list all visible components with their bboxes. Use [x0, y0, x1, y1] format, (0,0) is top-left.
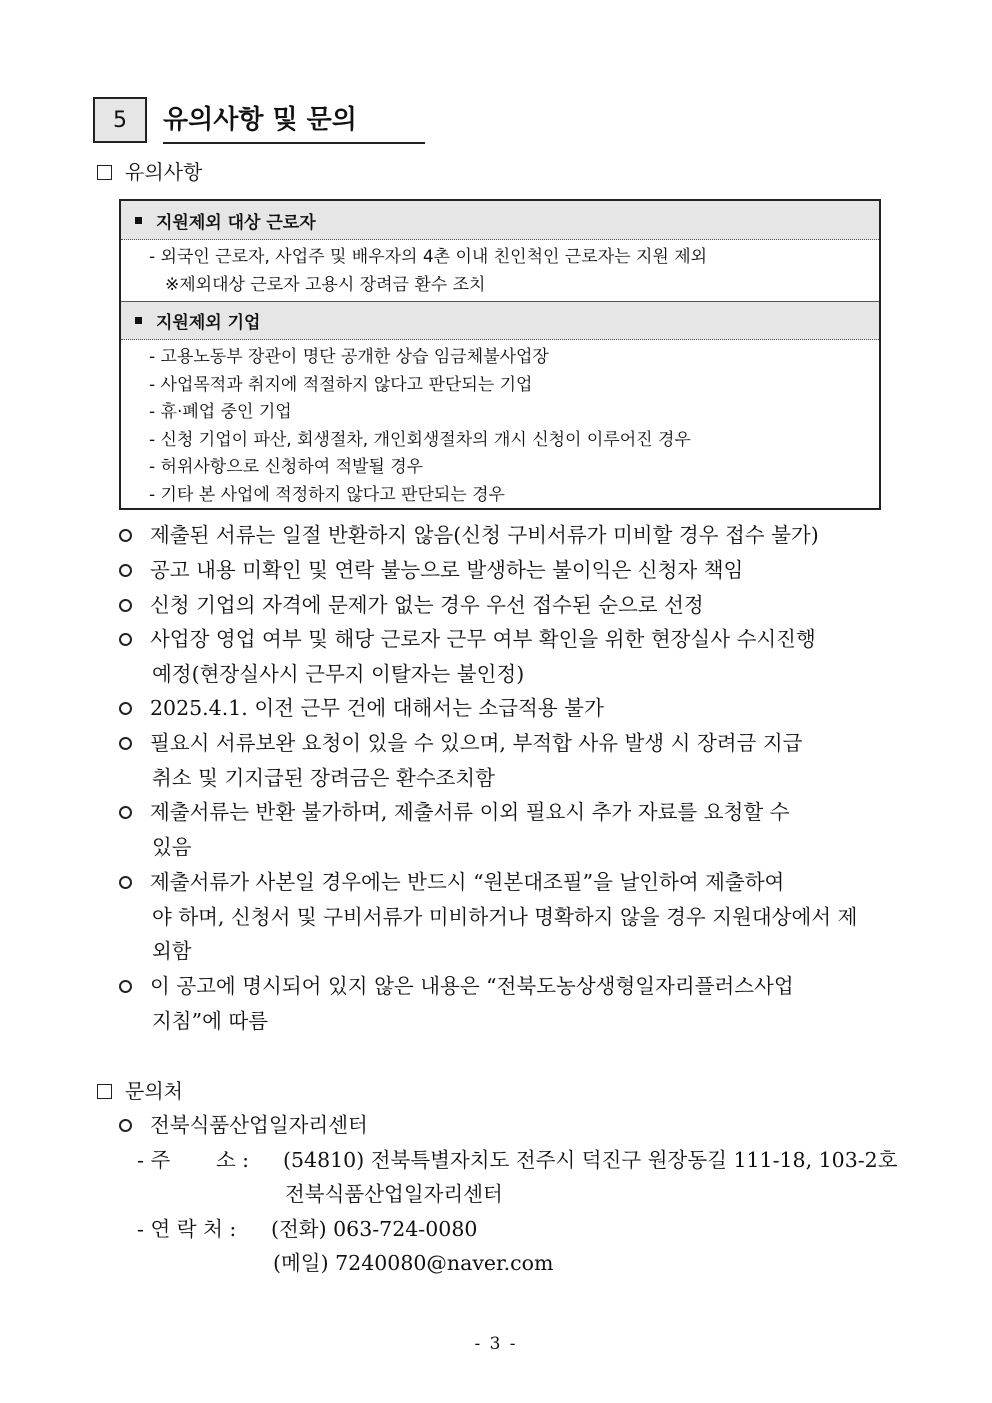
section-title: 유의사항 및 문의	[163, 100, 425, 144]
notice-item: 공고 내용 미확인 및 연락 불능으로 발생하는 불이익은 신청자 책임	[117, 553, 902, 588]
circle-bullet-icon	[119, 980, 132, 993]
exclusion-worker-title: 지원제외 대상 근로자	[156, 212, 316, 233]
contact-heading	[97, 1077, 183, 1105]
address-line-2: 전북식품산업일자리센터	[285, 1182, 503, 1206]
table-line: - 고용노동부 장관이 명단 공개한 상습 임금체불사업장	[149, 347, 549, 367]
exclusion-company-header	[121, 301, 879, 340]
table-note: ※제외대상 근로자 고용시 장려금 환수 조치	[165, 274, 486, 295]
circle-bullet-icon	[119, 702, 132, 715]
table-line: - 외국인 근로자, 사업주 및 배우자의 4촌 이내 친인척인 근로자는 지원 제외	[149, 247, 708, 267]
page-number: - 3 -	[474, 1334, 518, 1354]
table-line: - 휴·폐업 중인 기업	[149, 402, 292, 422]
filled-square-icon	[135, 217, 142, 224]
notice-item: 사업장 영업 여부 및 해당 근로자 근무 여부 확인을 위한 현장실사 수시진행 예정(현장실사시 근무지 이탈자는 불인정)	[117, 622, 902, 691]
circle-bullet-icon	[119, 876, 132, 889]
email-value: (메일) 7240080@naver.com	[273, 1251, 554, 1275]
exclusion-company-title: 지원제외 기업	[156, 313, 261, 333]
phone-value: (전화) 063-724-0080	[271, 1217, 478, 1241]
table-line: - 신청 기업이 파산, 회생절차, 개인회생절차의 개시 신청이 이루어진 경우	[149, 429, 691, 450]
exclusion-table	[119, 199, 881, 510]
circle-bullet-icon	[119, 806, 132, 819]
notice-item: 2025.4.1. 이전 근무 건에 대해서는 소급적용 불가	[117, 691, 902, 726]
square-bullet-icon	[97, 165, 112, 180]
notice-item: 제출된 서류는 일절 반환하지 않음(신청 구비서류가 미비할 경우 접수 불가)	[117, 518, 902, 553]
address-label	[137, 1143, 249, 1177]
notice-item: 신청 기업의 자격에 문제가 없는 경우 우선 접수된 순으로 선정	[117, 588, 902, 623]
phone-label	[137, 1212, 236, 1246]
exclusion-worker-header	[121, 201, 879, 240]
notice-item: 제출서류는 반환 불가하며, 제출서류 이외 필요시 추가 자료를 요청할 수 있음	[117, 795, 902, 864]
table-line: - 기타 본 사업에 적정하지 않다고 판단되는 경우	[149, 484, 505, 505]
circle-bullet-icon	[119, 737, 132, 750]
exclusion-company-body	[121, 340, 879, 509]
contact-heading-label: 문의처	[125, 1079, 183, 1103]
phone-label-text: - 연 락 처 :	[137, 1217, 237, 1241]
section-number: 5	[93, 97, 147, 143]
notes-heading-label: 유의사항	[125, 160, 203, 184]
square-bullet-icon	[97, 1084, 112, 1099]
circle-bullet-icon	[119, 599, 132, 612]
notice-item: 이 공고에 명시되어 있지 않은 내용은 “전북도농상생형일자리플러스사업 지침”에 따름	[117, 969, 902, 1038]
table-line: - 사업목적과 취지에 적절하지 않다고 판단되는 기업	[149, 374, 533, 395]
circle-bullet-icon	[119, 564, 132, 577]
notice-item: 제출서류가 사본일 경우에는 반드시 “원본대조필”을 날인하여 제출하여 야 하며, 신청서 및 구비서류가 미비하거나 명확하지 않을 경우 지원대상에서 제 외함	[117, 865, 902, 969]
table-line: - 허위사항으로 신청하여 적발될 경우	[149, 457, 424, 477]
address-line-1: (54810) 전북특별자치도 전주시 덕진구 원장동길 111-18, 103-2호	[283, 1148, 898, 1172]
address-label-text: - 주 소 :	[137, 1148, 250, 1172]
circle-bullet-icon	[119, 633, 132, 646]
filled-square-icon	[135, 317, 142, 324]
exclusion-worker-body	[121, 240, 879, 301]
contact-org: 전북식품산업일자리센터	[117, 1108, 902, 1143]
circle-bullet-icon	[119, 529, 132, 542]
circle-bullet-icon	[119, 1119, 132, 1132]
notes-heading	[97, 158, 202, 186]
notice-item: 필요시 서류보완 요청이 있을 수 있으며, 부적합 사유 발생 시 장려금 지급 취소 및 기지급된 장려금은 환수조치함	[117, 726, 902, 795]
